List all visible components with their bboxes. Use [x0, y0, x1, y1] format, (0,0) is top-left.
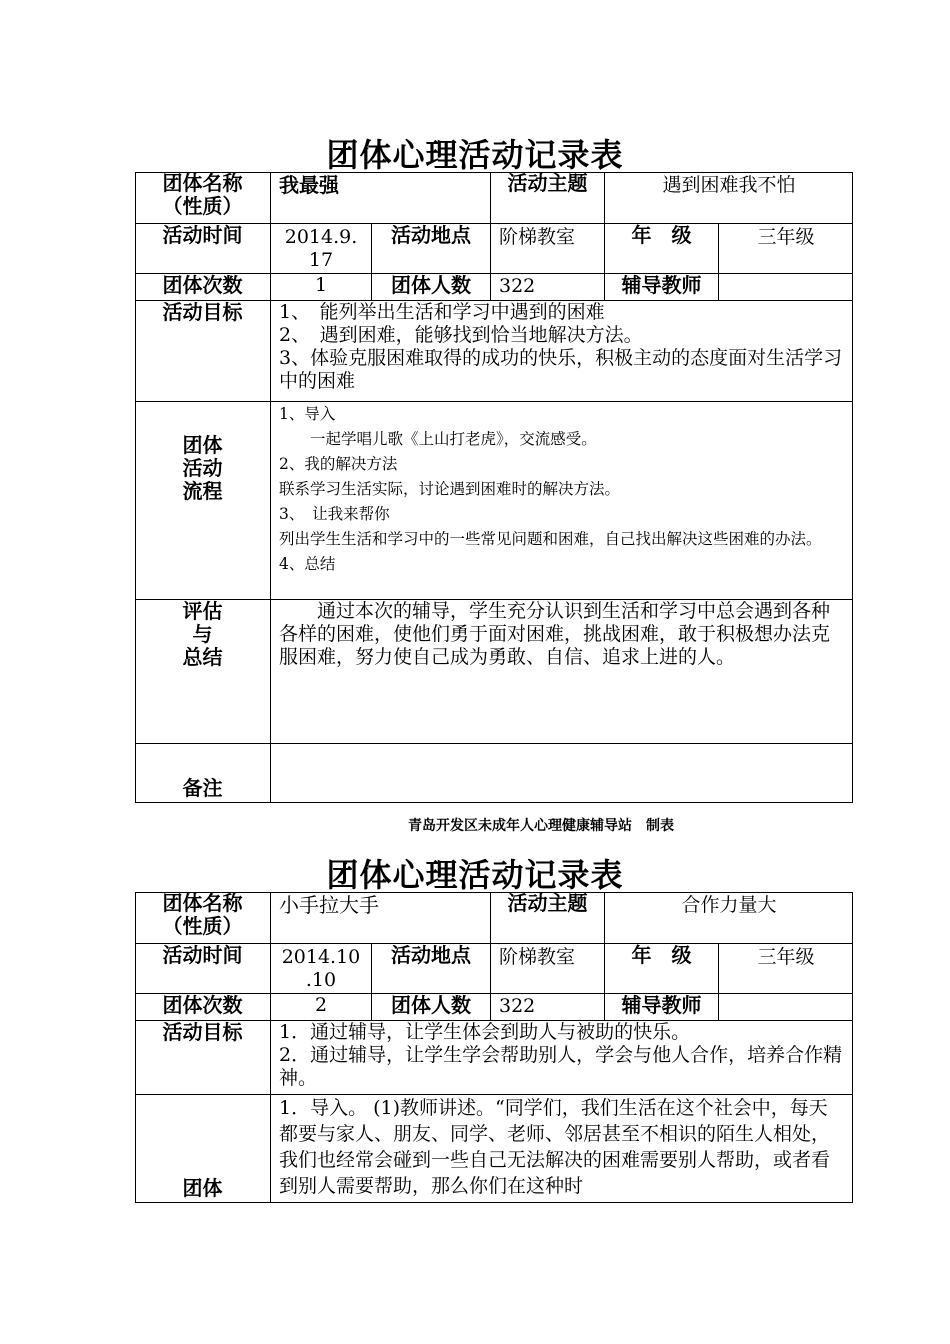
- goal-content: [271, 1021, 853, 1095]
- process-line: 一起学唱儿歌《上山打老虎》，交流感受。: [279, 430, 597, 448]
- group-nature-label-text: （性质）: [162, 194, 243, 218]
- process-line: 2、我的解决方法: [279, 455, 398, 473]
- group-name-value: 我最强: [271, 172, 491, 224]
- session-label: 团体次数: [135, 274, 271, 301]
- form-title: 团体心理活动记录表: [326, 856, 624, 894]
- process-label-line: 流程: [182, 479, 223, 503]
- goal-content: [271, 301, 853, 402]
- form-title: 团体心理活动记录表: [326, 136, 624, 174]
- teacher-label: 辅导教师: [605, 994, 719, 1021]
- topic-value: 合作力量大: [605, 892, 853, 944]
- count-value: 322: [491, 994, 605, 1021]
- time-value-line: 2014.9.: [284, 226, 358, 248]
- topic-label: 活动主题: [491, 892, 605, 944]
- process-content: [271, 402, 853, 600]
- process-line: 列出学生生活和学习中的一些常见问题和困难，自己找出解决这些困难的办法。: [279, 530, 822, 548]
- goal-line: 2．通过辅导，让学生学会帮助别人，学会与他人合作，培养合作精神。: [279, 1044, 843, 1089]
- count-label: 团体人数: [372, 994, 491, 1021]
- evaluation-label-line: 与: [192, 622, 213, 646]
- process-label-line: 活动: [182, 456, 223, 480]
- process-line: 联系学习生活实际，讨论遇到困难时的解决方法。: [279, 480, 621, 498]
- grade-label: 年 级: [605, 224, 719, 274]
- evaluation-label-line: 总结: [182, 645, 223, 669]
- grade-value: 三年级: [719, 224, 853, 274]
- group-name-label: [135, 172, 271, 224]
- place-value: 阶梯教室: [491, 944, 605, 994]
- teacher-label: 辅导教师: [605, 274, 719, 301]
- goal-line: 1、 能列举出生活和学习中遇到的困难: [279, 301, 605, 323]
- process-label: [135, 402, 271, 600]
- session-value: 2: [271, 994, 372, 1021]
- process-label-line: 团体: [182, 433, 223, 457]
- goal-line: 3、体验克服困难取得的成功的快乐，积极主动的态度面对生活学习中的困难: [279, 347, 843, 392]
- grade-label: 年 级: [605, 944, 719, 994]
- group-name-label-text: 团体名称: [162, 171, 243, 195]
- goal-label: 活动目标: [135, 1021, 271, 1095]
- group-name-label: [135, 892, 271, 944]
- evaluation-content: 通过本次的辅导，学生充分认识到生活和学习中总会遇到各种各样的困难，使他们勇于面对困难，挑战困难，敢于积极想办法克服困难，努力使自己成为勇敢、自信、追求上进的人。: [271, 600, 853, 744]
- remark-value: [271, 744, 853, 803]
- record-table-1: [135, 172, 853, 803]
- time-value: [271, 944, 372, 994]
- process-line: 4、总结: [279, 555, 336, 573]
- count-value: 322: [491, 274, 605, 301]
- time-value-line: .10: [305, 969, 337, 991]
- time-label: 活动时间: [135, 944, 271, 994]
- teacher-value: [719, 274, 853, 301]
- time-value-line: 2014.10: [281, 946, 361, 968]
- topic-value: 遇到困难我不怕: [605, 172, 853, 224]
- place-label: 活动地点: [372, 224, 491, 274]
- evaluation-label-line: 评估: [182, 599, 223, 623]
- goal-line: 2、 遇到困难，能够找到恰当地解决方法。: [279, 324, 643, 346]
- time-value-line: 17: [308, 249, 334, 271]
- process-line: 1、导入: [279, 405, 336, 423]
- process-label: [135, 1095, 271, 1203]
- session-label: 团体次数: [135, 994, 271, 1021]
- topic-label: 活动主题: [491, 172, 605, 224]
- time-label: 活动时间: [135, 224, 271, 274]
- count-label: 团体人数: [372, 274, 491, 301]
- goal-line: 1．通过辅导，让学生体会到助人与被助的快乐。: [279, 1021, 691, 1043]
- remark-label-text: 备注: [182, 776, 223, 800]
- grade-value: 三年级: [719, 944, 853, 994]
- time-value: [271, 224, 372, 274]
- teacher-value: [719, 994, 853, 1021]
- place-label: 活动地点: [372, 944, 491, 994]
- process-content: 1．导入。 (1)教师讲述。“同学们，我们生活在这个社会中，每天都要与家人、朋友、同学、老师、邻居甚至不相识的陌生人相处，我们也经常会碰到一些自己无法解决的困难需要别人帮助，或者看到别人需要帮助，那么你们在这种时: [279, 1097, 831, 1197]
- record-table-2: [135, 892, 853, 1203]
- remark-label: [135, 744, 271, 803]
- process-label-line: 团体: [182, 1176, 223, 1200]
- session-value: 1: [271, 274, 372, 301]
- process-line: 3、 让我来帮你: [279, 505, 390, 523]
- group-nature-label-text: （性质）: [162, 914, 243, 938]
- evaluation-label: [135, 600, 271, 744]
- group-name-label-text: 团体名称: [162, 891, 243, 915]
- place-value: 阶梯教室: [491, 224, 605, 274]
- goal-label: 活动目标: [135, 301, 271, 402]
- footer-note: 青岛开发区未成年人心理健康辅导站 制表: [408, 818, 674, 834]
- group-name-value: 小手拉大手: [271, 892, 491, 944]
